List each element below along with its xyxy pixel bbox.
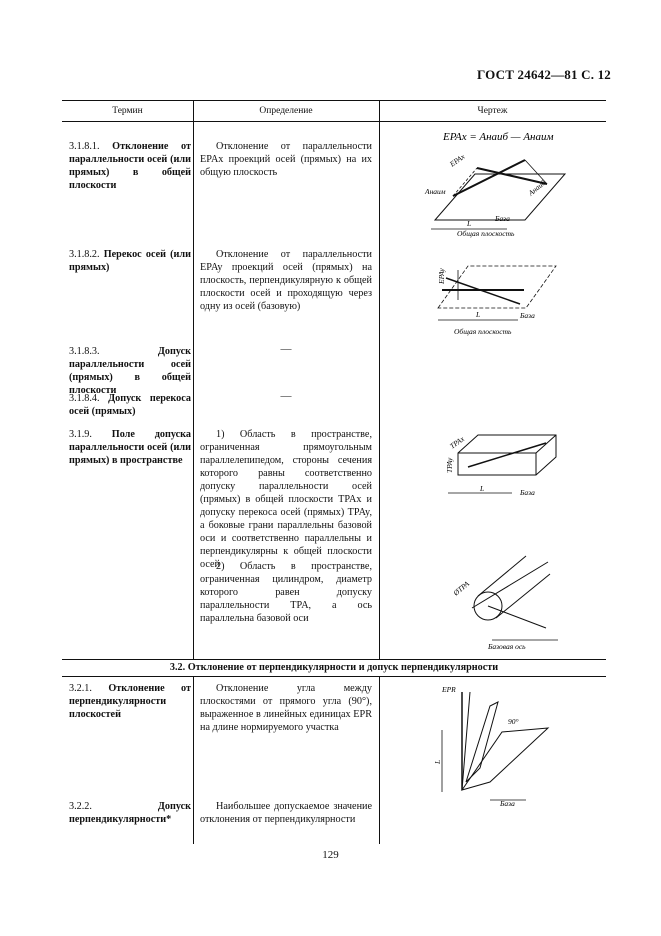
table-header-rule [62,121,606,122]
fig2-label-plane: Общая плоскость [454,327,512,336]
fig3-label-l: L [480,484,485,493]
definition-3-1-8-4: — [280,390,292,402]
term-3-1-8-4 [69,392,191,418]
term-text: Отклонение от перпендикулярности плоскостей [69,683,191,720]
document-title: ГОСТ 24642—81 С. 12 [477,67,611,82]
fig4-label-base: Базовая ось [488,642,526,651]
definition-3-2-1: Отклонение угла между плоскостями от прямого угла (90°), выраженное в линейных единицах EPR на длине нормируемого участка [200,683,372,733]
fig5-label-angle: 90° [508,717,519,726]
term-number: 3.2.2. [69,801,92,812]
fig2-label-epa: EPAy [437,268,446,284]
term-text: Допуск перпендикулярности* [69,801,191,825]
definition-3-1-8-3: — [280,343,292,355]
table-top-rule [62,100,606,101]
definition-3-1-9-part1: 1) Область в пространстве, ограниченная прямоугольным параллелепипедом, стороны сечения которого равны соответственно допуску параллельности осей (прямых) в общей плоскости TPAx и допуску перекоса осей (прямых) TPAy, а боковые грани параллельны базовой оси и соответственно параллельны и перпендикулярны к общей плоскости осей [200,429,372,570]
fig4-label-tpa: ØTPA [451,579,471,598]
column-divider-2b [379,676,380,844]
section-heading: 3.2. Отклонение от перпендикулярности и допуск перпендикулярности [169,662,499,673]
fig2-label-base: База [520,311,535,320]
term-3-1-8-1 [69,140,191,192]
term-number: 3.1.8.3. [69,346,100,357]
fig3-label-tpax: TPAx [447,434,467,451]
term-number: 3.1.8.2. [69,249,100,260]
term-3-1-8-3 [69,345,191,397]
term-3-1-9 [69,428,191,467]
definition-3-2-2: Наибольшее допускаемое значение отклонения от перпендикулярности [200,801,372,825]
term-text: Допуск перекоса осей (прямых) [69,393,192,417]
fig1-label-plane: Общая плоскость [457,229,515,238]
figure-axis-skew [428,248,558,340]
definition-3-1-8-1: Отклонение от параллельности EPAx проекций осей (прямых) на их общую плоскость [200,141,372,178]
fig3-label-base: База [520,488,535,497]
term-number: 3.1.8.4. [69,393,100,404]
figure-tolerance-cylinder [452,548,562,656]
term-text: Допуск параллельности осей (прямых) в общей плоскости [69,346,191,396]
page-number: 129 [322,849,339,861]
fig1-label-base: База [495,214,510,223]
fig1-label-amin: Aнаим [425,187,446,196]
term-number: 3.2.1. [69,683,92,694]
section-rule-bottom [62,676,606,677]
term-text: Отклонение от параллельности осей (или прямых) в общей плоскости [69,141,191,191]
term-3-2-2 [69,800,191,826]
column-divider-2 [379,100,380,659]
term-text: Поле допуска параллельности осей (или прямых) в пространстве [69,429,191,466]
fig1-label-l: L [467,219,472,228]
term-text: Перекос осей (или прямых) [69,249,191,273]
fig3-label-tpay: TPAy [445,457,454,473]
column-header-term: Термин [112,106,143,116]
term-number: 3.1.9. [69,429,92,440]
column-divider-1b [193,676,194,844]
fig1-formula: EPAx = Aнаиб — Aнаим [443,131,554,143]
figure-parallelism-common-plane [405,124,570,240]
fig5-label-epr: EPR [442,685,456,694]
figure-tolerance-box [442,427,560,503]
definition-3-1-9-part2: 2) Область в пространстве, ограниченная цилиндром, диаметр которого равен допуску параллельности TPA, а ось параллельна базовой оси [200,561,372,624]
fig5-label-l: L [433,759,442,764]
term-3-1-8-2 [69,248,191,274]
fig1-label-amax: Aнаиб [526,178,548,198]
column-header-drawing: Чертеж [477,106,508,116]
figure-perpendicularity [433,682,556,812]
column-header-definition: Определение [259,106,313,116]
term-number: 3.1.8.1. [69,141,100,152]
fig5-label-base: База [500,799,515,808]
fig1-label-epa: EPAx [447,152,467,169]
term-3-2-1 [69,682,191,721]
column-divider-1 [193,100,194,659]
definition-3-1-8-2: Отклонение от параллельности EPAy проекций осей (прямых) на плоскость, перпендикулярную к общей плоскости осей и проходящую через одну из осей (базовую) [200,249,372,312]
section-rule-top [62,659,606,660]
fig2-label-l: L [476,310,481,319]
